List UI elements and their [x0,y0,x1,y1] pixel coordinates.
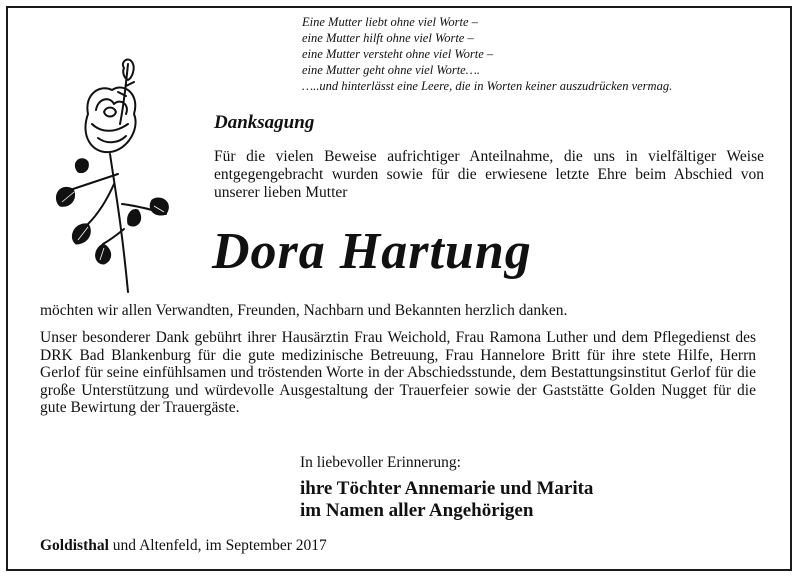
rose-icon [48,54,178,294]
poem-line: …..und hinterlässt eine Leere, die in Worten keiner auszudrücken vermag. [302,79,673,93]
poem-line: eine Mutter hilft ohne viel Worte – [302,31,474,45]
poem-line: eine Mutter geht ohne viel Worte…. [302,63,480,77]
poem-line: eine Mutter versteht ohne viel Worte – [302,47,494,61]
deceased-name: Dora Hartung [212,223,532,280]
place-bold: Goldisthal [40,537,109,554]
family-signature [300,478,593,522]
poem-line: Eine Mutter liebt ohne viel Worte – [302,15,478,29]
family-line: im Namen aller Angehörigen [300,500,534,521]
poem [302,14,772,94]
heading: Danksagung [214,112,315,133]
thanks-line: möchten wir allen Verwandten, Freunden, Nachbarn und Bekannten herzlich danken. [40,302,568,319]
memory-line: In liebevoller Erinnerung: [300,454,461,471]
family-line: ihre Töchter Annemarie und Marita [300,478,594,499]
place-date [40,537,327,555]
place-rest: und Altenfeld, im September 2017 [108,537,327,554]
special-thanks-paragraph: Unser besonderer Dank gebührt ihrer Hausärztin Frau Weichold, Frau Ramona Luther und dem Pflegedienst des DRK Bad Blankenburg für die gute medizinische Betreuung, Frau Hannelore Britt für ihre stete Hilfe, Herrn Gerlof für seine einfühlsamen und tröstenden Worte in der Abschiedsstunde, dem Bestattungsinstitut Gerlof für die große Unterstützung und würdevolle Ausgestaltung der Trauerfeier sowie der Gaststätte Golden Nugget für die gute Bewirtung der Trauergäste. [40,329,756,416]
intro-text: Für die vielen Beweise aufrichtiger Anteilnahme, die uns in vielfältiger Weise entgegengebracht wurden sowie für die erwiesene letzte Ehre beim Abschied von unserer lieben Mutter [214,148,764,201]
